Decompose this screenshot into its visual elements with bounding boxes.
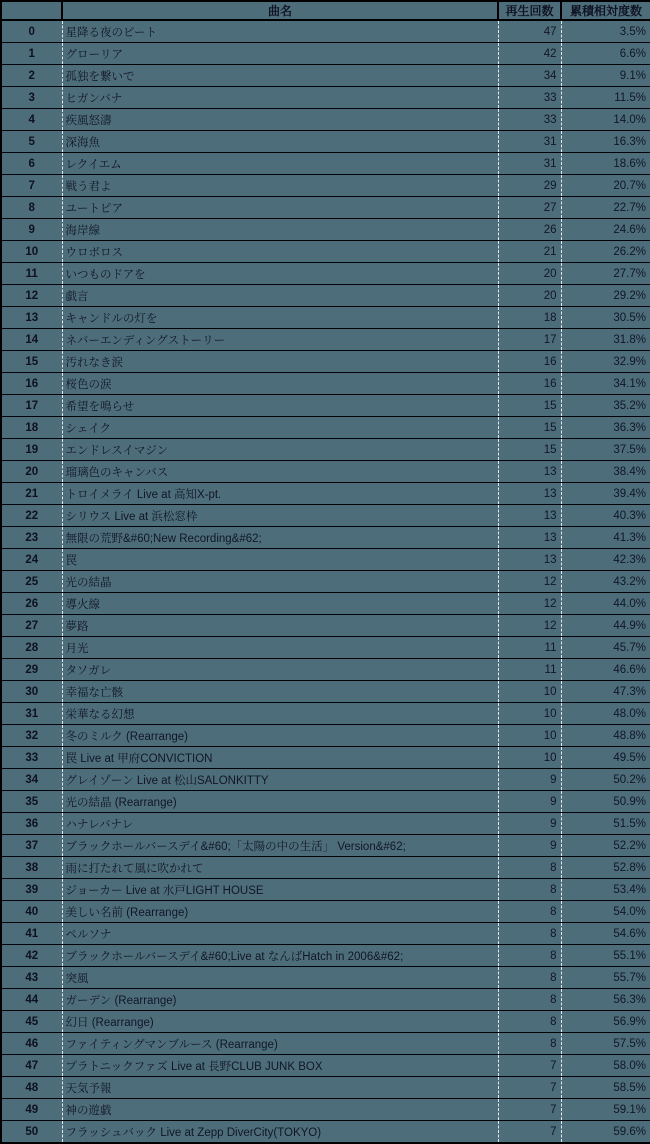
play-count-cell: 13 (498, 483, 561, 505)
cumulative-frequency-cell: 56.9% (561, 1011, 650, 1033)
cumulative-frequency-cell: 58.0% (561, 1055, 650, 1077)
row-index: 19 (1, 439, 62, 461)
row-index: 24 (1, 549, 62, 571)
row-index: 37 (1, 835, 62, 857)
table-row (1, 813, 650, 835)
song-title-cell: 疾風怒濤 (62, 109, 498, 131)
play-count-cell: 8 (498, 923, 561, 945)
play-count-cell: 8 (498, 967, 561, 989)
cumulative-frequency-cell: 46.6% (561, 659, 650, 681)
song-title-cell: シェイク (62, 417, 498, 439)
row-index: 34 (1, 769, 62, 791)
cumulative-frequency-cell: 43.2% (561, 571, 650, 593)
song-title-cell: グローリア (62, 43, 498, 65)
play-count-cell: 8 (498, 901, 561, 923)
play-count-cell: 31 (498, 131, 561, 153)
cumulative-frequency-cell: 59.6% (561, 1121, 650, 1144)
table-row (1, 483, 650, 505)
play-count-cell: 8 (498, 879, 561, 901)
play-count-cell: 7 (498, 1077, 561, 1099)
row-index: 45 (1, 1011, 62, 1033)
song-title-cell: ネバーエンディングストーリー (62, 329, 498, 351)
row-index: 21 (1, 483, 62, 505)
cumulative-frequency-cell: 9.1% (561, 65, 650, 87)
song-title-cell: フラッシュバック Live at Zepp DiverCity(TOKYO) (62, 1121, 498, 1144)
table-row (1, 835, 650, 857)
col-header-play-count: 再生回数 (498, 1, 561, 20)
row-index: 39 (1, 879, 62, 901)
cumulative-frequency-cell: 50.9% (561, 791, 650, 813)
play-count-cell: 13 (498, 527, 561, 549)
cumulative-frequency-cell: 57.5% (561, 1033, 650, 1055)
row-index: 49 (1, 1099, 62, 1121)
cumulative-frequency-cell: 30.5% (561, 307, 650, 329)
row-index: 26 (1, 593, 62, 615)
table-row (1, 285, 650, 307)
table-row (1, 417, 650, 439)
cumulative-frequency-cell: 48.0% (561, 703, 650, 725)
song-title-cell: グレイゾーン Live at 松山SALONKITTY (62, 769, 498, 791)
table-row (1, 549, 650, 571)
play-count-cell: 8 (498, 945, 561, 967)
table-row (1, 373, 650, 395)
song-title-cell: 希望を鳴らせ (62, 395, 498, 417)
cumulative-frequency-cell: 53.4% (561, 879, 650, 901)
row-index: 41 (1, 923, 62, 945)
table-row (1, 241, 650, 263)
play-count-cell: 9 (498, 791, 561, 813)
cumulative-frequency-cell: 38.4% (561, 461, 650, 483)
table-row (1, 461, 650, 483)
play-count-cell: 12 (498, 571, 561, 593)
song-title-cell: 戯言 (62, 285, 498, 307)
row-index: 27 (1, 615, 62, 637)
row-index: 43 (1, 967, 62, 989)
col-header-song-title: 曲名 (62, 1, 498, 20)
row-index: 44 (1, 989, 62, 1011)
table-row (1, 1055, 650, 1077)
table-row (1, 87, 650, 109)
table-row (1, 219, 650, 241)
table-row (1, 703, 650, 725)
row-index: 10 (1, 241, 62, 263)
play-count-cell: 8 (498, 1011, 561, 1033)
table-row (1, 593, 650, 615)
song-title-cell: 神の遊戯 (62, 1099, 498, 1121)
table-row (1, 923, 650, 945)
song-title-cell: ブラックホールバースデイ&#60;Live at なんばHatch in 2006&#62; (62, 945, 498, 967)
song-title-cell: 幸福な亡骸 (62, 681, 498, 703)
play-count-cell: 26 (498, 219, 561, 241)
play-count-cell: 20 (498, 285, 561, 307)
cumulative-frequency-cell: 49.5% (561, 747, 650, 769)
row-index: 5 (1, 131, 62, 153)
row-index: 47 (1, 1055, 62, 1077)
table-row (1, 131, 650, 153)
song-title-cell: 導火線 (62, 593, 498, 615)
table-row (1, 1077, 650, 1099)
song-title-cell: 汚れなき涙 (62, 351, 498, 373)
row-index: 2 (1, 65, 62, 87)
table-row (1, 769, 650, 791)
play-count-cell: 33 (498, 87, 561, 109)
row-index: 7 (1, 175, 62, 197)
song-title-cell: 天気予報 (62, 1077, 498, 1099)
song-title-cell: ヒガンバナ (62, 87, 498, 109)
row-index: 14 (1, 329, 62, 351)
song-title-cell: 栄華なる幻想 (62, 703, 498, 725)
table-row (1, 637, 650, 659)
row-index: 42 (1, 945, 62, 967)
cumulative-frequency-cell: 37.5% (561, 439, 650, 461)
table-row (1, 857, 650, 879)
table-row (1, 615, 650, 637)
cumulative-frequency-cell: 20.7% (561, 175, 650, 197)
row-index: 23 (1, 527, 62, 549)
table-row (1, 1099, 650, 1121)
table-row (1, 439, 650, 461)
row-index: 28 (1, 637, 62, 659)
table-row (1, 1033, 650, 1055)
play-count-cell: 16 (498, 351, 561, 373)
song-title-cell: トロイメライ Live at 高知X-pt. (62, 483, 498, 505)
table-row (1, 329, 650, 351)
row-index: 18 (1, 417, 62, 439)
table-body (1, 20, 650, 1143)
play-count-cell: 13 (498, 505, 561, 527)
table-row (1, 571, 650, 593)
table-row (1, 527, 650, 549)
play-count-cell: 11 (498, 659, 561, 681)
table-row (1, 65, 650, 87)
cumulative-frequency-cell: 45.7% (561, 637, 650, 659)
cumulative-frequency-cell: 16.3% (561, 131, 650, 153)
table-row (1, 109, 650, 131)
row-index: 46 (1, 1033, 62, 1055)
song-title-cell: いつものドアを (62, 263, 498, 285)
cumulative-frequency-cell: 35.2% (561, 395, 650, 417)
song-title-cell: 冬のミルク (Rearrange) (62, 725, 498, 747)
cumulative-frequency-cell: 47.3% (561, 681, 650, 703)
table-row (1, 20, 650, 43)
table-row (1, 945, 650, 967)
play-count-cell: 15 (498, 439, 561, 461)
cumulative-frequency-cell: 54.0% (561, 901, 650, 923)
play-count-cell: 13 (498, 549, 561, 571)
cumulative-frequency-cell: 18.6% (561, 153, 650, 175)
cumulative-frequency-cell: 44.0% (561, 593, 650, 615)
play-count-cell: 10 (498, 725, 561, 747)
col-header-index (1, 1, 62, 20)
song-title-cell: ペルソナ (62, 923, 498, 945)
row-index: 13 (1, 307, 62, 329)
play-count-cell: 42 (498, 43, 561, 65)
cumulative-frequency-cell: 14.0% (561, 109, 650, 131)
row-index: 25 (1, 571, 62, 593)
cumulative-frequency-cell: 31.8% (561, 329, 650, 351)
cumulative-frequency-cell: 26.2% (561, 241, 650, 263)
row-index: 1 (1, 43, 62, 65)
row-index: 15 (1, 351, 62, 373)
table-row (1, 791, 650, 813)
row-index: 20 (1, 461, 62, 483)
play-count-cell: 33 (498, 109, 561, 131)
play-count-cell: 47 (498, 20, 561, 43)
row-index: 11 (1, 263, 62, 285)
play-count-cell: 17 (498, 329, 561, 351)
table-row (1, 1121, 650, 1144)
play-count-cell: 9 (498, 835, 561, 857)
cumulative-frequency-cell: 58.5% (561, 1077, 650, 1099)
song-title-cell: 孤独を繋いで (62, 65, 498, 87)
play-count-cell: 18 (498, 307, 561, 329)
table-row (1, 989, 650, 1011)
song-title-cell: 桜色の涙 (62, 373, 498, 395)
row-index: 38 (1, 857, 62, 879)
row-index: 16 (1, 373, 62, 395)
play-count-cell: 8 (498, 857, 561, 879)
song-title-cell: 戦う君よ (62, 175, 498, 197)
play-count-cell: 10 (498, 681, 561, 703)
cumulative-frequency-cell: 40.3% (561, 505, 650, 527)
song-title-cell: 光の結晶 (62, 571, 498, 593)
song-title-cell: ブラックホールバースデイ&#60;「太陽の中の生活」 Version&#62; (62, 835, 498, 857)
song-title-cell: ジョーカー Live at 水戸LIGHT HOUSE (62, 879, 498, 901)
cumulative-frequency-cell: 24.6% (561, 219, 650, 241)
play-count-cell: 7 (498, 1099, 561, 1121)
table-row (1, 263, 650, 285)
play-count-cell: 8 (498, 989, 561, 1011)
row-index: 22 (1, 505, 62, 527)
song-title-cell: プラトニックファズ Live at 長野CLUB JUNK BOX (62, 1055, 498, 1077)
cumulative-frequency-cell: 11.5% (561, 87, 650, 109)
song-title-cell: ウロボロス (62, 241, 498, 263)
row-index: 36 (1, 813, 62, 835)
song-title-cell: キャンドルの灯を (62, 307, 498, 329)
header-row (1, 1, 650, 20)
song-title-cell: エンドレスイマジン (62, 439, 498, 461)
row-index: 32 (1, 725, 62, 747)
play-count-cell: 7 (498, 1055, 561, 1077)
play-count-cell: 11 (498, 637, 561, 659)
table-row (1, 43, 650, 65)
play-count-cell: 7 (498, 1121, 561, 1144)
row-index: 40 (1, 901, 62, 923)
table-row (1, 175, 650, 197)
table-row (1, 395, 650, 417)
cumulative-frequency-cell: 29.2% (561, 285, 650, 307)
play-count-cell: 9 (498, 813, 561, 835)
song-title-cell: 深海魚 (62, 131, 498, 153)
cumulative-frequency-cell: 50.2% (561, 769, 650, 791)
cumulative-frequency-cell: 55.7% (561, 967, 650, 989)
row-index: 0 (1, 20, 62, 43)
cumulative-frequency-cell: 55.1% (561, 945, 650, 967)
song-title-cell: 海岸線 (62, 219, 498, 241)
song-title-cell: 無限の荒野&#60;New Recording&#62; (62, 527, 498, 549)
play-count-cell: 12 (498, 615, 561, 637)
table-row (1, 879, 650, 901)
song-title-cell: 罠 (62, 549, 498, 571)
cumulative-frequency-cell: 32.9% (561, 351, 650, 373)
row-index: 4 (1, 109, 62, 131)
cumulative-frequency-cell: 41.3% (561, 527, 650, 549)
cumulative-frequency-cell: 52.8% (561, 857, 650, 879)
cumulative-frequency-cell: 34.1% (561, 373, 650, 395)
cumulative-frequency-cell: 44.9% (561, 615, 650, 637)
table-row (1, 153, 650, 175)
song-title-cell: 幻日 (Rearrange) (62, 1011, 498, 1033)
table-row (1, 725, 650, 747)
row-index: 33 (1, 747, 62, 769)
cumulative-frequency-cell: 52.2% (561, 835, 650, 857)
song-title-cell: 光の結晶 (Rearrange) (62, 791, 498, 813)
row-index: 35 (1, 791, 62, 813)
play-count-cell: 13 (498, 461, 561, 483)
row-index: 48 (1, 1077, 62, 1099)
play-count-cell: 9 (498, 769, 561, 791)
song-title-cell: タソガレ (62, 659, 498, 681)
cumulative-frequency-cell: 27.7% (561, 263, 650, 285)
cumulative-frequency-cell: 56.3% (561, 989, 650, 1011)
cumulative-frequency-cell: 36.3% (561, 417, 650, 439)
cumulative-frequency-cell: 51.5% (561, 813, 650, 835)
table-row (1, 747, 650, 769)
song-title-cell: 雨に打たれて風に吹かれて (62, 857, 498, 879)
song-title-cell: 夢路 (62, 615, 498, 637)
play-count-cell: 16 (498, 373, 561, 395)
table-row (1, 901, 650, 923)
cumulative-frequency-cell: 39.4% (561, 483, 650, 505)
table-row (1, 1011, 650, 1033)
song-title-cell: 美しい名前 (Rearrange) (62, 901, 498, 923)
play-count-cell: 27 (498, 197, 561, 219)
song-title-cell: レクイエム (62, 153, 498, 175)
row-index: 9 (1, 219, 62, 241)
cumulative-frequency-cell: 22.7% (561, 197, 650, 219)
row-index: 3 (1, 87, 62, 109)
play-count-cell: 31 (498, 153, 561, 175)
cumulative-frequency-cell: 42.3% (561, 549, 650, 571)
song-title-cell: ハナレバナレ (62, 813, 498, 835)
play-count-cell: 20 (498, 263, 561, 285)
table-row (1, 307, 650, 329)
play-count-cell: 10 (498, 703, 561, 725)
row-index: 17 (1, 395, 62, 417)
play-count-cell: 15 (498, 395, 561, 417)
table-row (1, 659, 650, 681)
song-title-cell: ユートピア (62, 197, 498, 219)
cumulative-frequency-cell: 59.1% (561, 1099, 650, 1121)
row-index: 50 (1, 1121, 62, 1144)
cumulative-frequency-cell: 48.8% (561, 725, 650, 747)
row-index: 6 (1, 153, 62, 175)
cumulative-frequency-cell: 54.6% (561, 923, 650, 945)
cumulative-frequency-cell: 3.5% (561, 20, 650, 43)
play-count-cell: 12 (498, 593, 561, 615)
row-index: 29 (1, 659, 62, 681)
play-count-cell: 29 (498, 175, 561, 197)
play-count-cell: 10 (498, 747, 561, 769)
song-title-cell: ファイティングマンブルース (Rearrange) (62, 1033, 498, 1055)
row-index: 31 (1, 703, 62, 725)
play-count-cell: 15 (498, 417, 561, 439)
song-title-cell: 月光 (62, 637, 498, 659)
song-title-cell: 瑠璃色のキャンバス (62, 461, 498, 483)
row-index: 8 (1, 197, 62, 219)
play-count-cell: 21 (498, 241, 561, 263)
song-title-cell: シリウス Live at 浜松窓枠 (62, 505, 498, 527)
table-row (1, 681, 650, 703)
row-index: 30 (1, 681, 62, 703)
table-row (1, 351, 650, 373)
song-title-cell: 罠 Live at 甲府CONVICTION (62, 747, 498, 769)
table-row (1, 197, 650, 219)
table-row (1, 505, 650, 527)
song-title-cell: ガーデン (Rearrange) (62, 989, 498, 1011)
row-index: 12 (1, 285, 62, 307)
song-title-cell: 星降る夜のビート (62, 20, 498, 43)
play-count-cell: 34 (498, 65, 561, 87)
table-row (1, 967, 650, 989)
play-count-cell: 8 (498, 1033, 561, 1055)
cumulative-frequency-cell: 6.6% (561, 43, 650, 65)
col-header-cumulative-relative-frequency: 累積相対度数 (561, 1, 650, 20)
song-title-cell: 突風 (62, 967, 498, 989)
